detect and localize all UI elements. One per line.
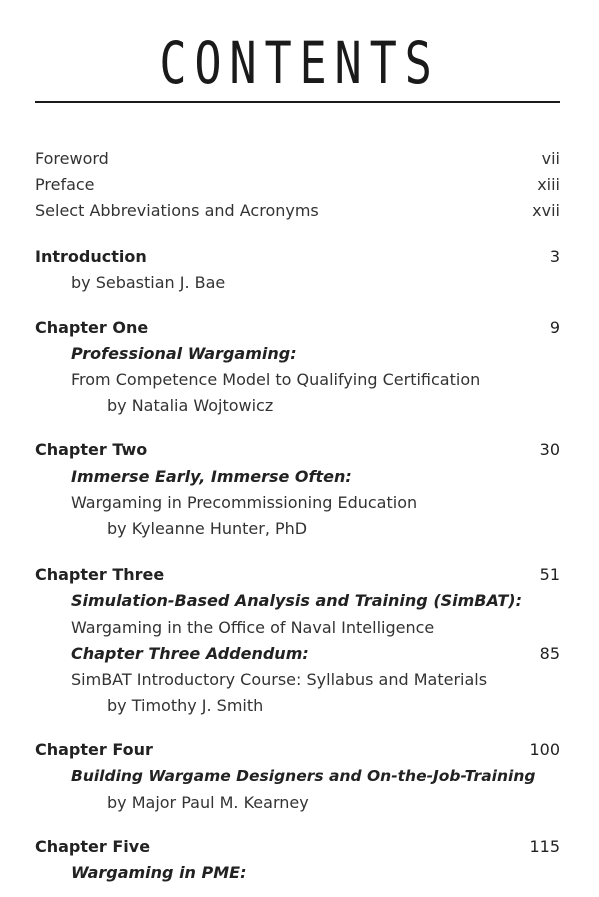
toc-entry-chapter-one[interactable] xyxy=(35,315,560,341)
chapter-title: Simulation-Based Analysis and Training (SimBAT): xyxy=(71,591,522,610)
author-line: by Natalia Wojtowicz xyxy=(107,396,274,415)
toc-entry-preface[interactable] xyxy=(35,172,560,198)
toc-chapter-subtitle xyxy=(71,367,560,393)
toc-chapter-title xyxy=(71,341,560,367)
entry-title: Select Abbreviations and Acronyms xyxy=(35,201,319,220)
toc-author xyxy=(107,516,560,542)
chapter-title: Wargaming in PME: xyxy=(71,863,247,882)
toc-entry-foreword[interactable] xyxy=(35,146,560,172)
toc-chapter-title xyxy=(71,763,560,789)
entry-page: vii xyxy=(541,149,560,168)
toc-author xyxy=(107,393,560,419)
toc-entry-chapter-three[interactable] xyxy=(35,562,560,588)
author-line: by Major Paul M. Kearney xyxy=(107,793,309,812)
toc-entry-chapter-four[interactable] xyxy=(35,737,560,763)
toc-chapter-subtitle xyxy=(71,667,560,693)
entry-title: Chapter Three Addendum: xyxy=(71,644,309,663)
entry-page: 115 xyxy=(529,837,560,856)
toc-entry-chapter-three-addendum[interactable] xyxy=(71,641,560,667)
author-line: by Sebastian J. Bae xyxy=(71,273,226,292)
chapter-title: Immerse Early, Immerse Often: xyxy=(71,467,352,486)
entry-page: 100 xyxy=(529,740,560,759)
chapter-subtitle: Wargaming in the Office of Naval Intelligence xyxy=(71,618,435,637)
toc-author xyxy=(71,270,560,296)
entry-page: 3 xyxy=(549,247,560,266)
toc-chapter-subtitle xyxy=(71,490,560,516)
toc-author xyxy=(107,693,560,719)
toc-entry-abbreviations[interactable] xyxy=(35,198,560,224)
entry-page: 51 xyxy=(539,565,560,584)
toc-author xyxy=(107,790,560,816)
author-line: by Timothy J. Smith xyxy=(107,696,264,715)
toc-entry-introduction[interactable] xyxy=(35,244,560,270)
page-title: CONTENTS xyxy=(159,29,440,97)
chapter-title: Professional Wargaming: xyxy=(71,344,297,363)
chapter-subtitle: SimBAT Introductory Course: Syllabus and Materials xyxy=(71,670,488,689)
chapter-title: Building Wargame Designers and On-the-Job-Training xyxy=(71,767,536,785)
author-line: by Kyleanne Hunter, PhD xyxy=(107,519,308,538)
toc-chapter-title xyxy=(71,860,560,886)
entry-page: 85 xyxy=(539,644,560,663)
toc-entry-chapter-two[interactable] xyxy=(35,437,560,463)
entry-title: Preface xyxy=(35,175,95,194)
chapter-subtitle: Wargaming in Precommissioning Education xyxy=(71,493,418,512)
entry-title: Chapter Two xyxy=(35,440,148,459)
entry-title: Chapter Four xyxy=(35,740,153,759)
entry-title: Introduction xyxy=(35,247,147,266)
entry-title: Foreword xyxy=(35,149,109,168)
entry-page: xiii xyxy=(537,175,560,194)
entry-title: Chapter Five xyxy=(35,837,151,856)
entry-title: Chapter One xyxy=(35,318,149,337)
toc-entry-chapter-five[interactable] xyxy=(35,834,560,860)
toc-chapter-subtitle xyxy=(71,615,560,641)
entry-page: 30 xyxy=(539,440,560,459)
entry-title: Chapter Three xyxy=(35,565,165,584)
title-divider xyxy=(35,101,560,103)
entry-page: 9 xyxy=(549,318,560,337)
entry-page: xvii xyxy=(532,201,560,220)
toc-chapter-title xyxy=(71,588,560,614)
toc-chapter-title xyxy=(71,464,560,490)
chapter-subtitle: From Competence Model to Qualifying Certification xyxy=(71,370,481,389)
